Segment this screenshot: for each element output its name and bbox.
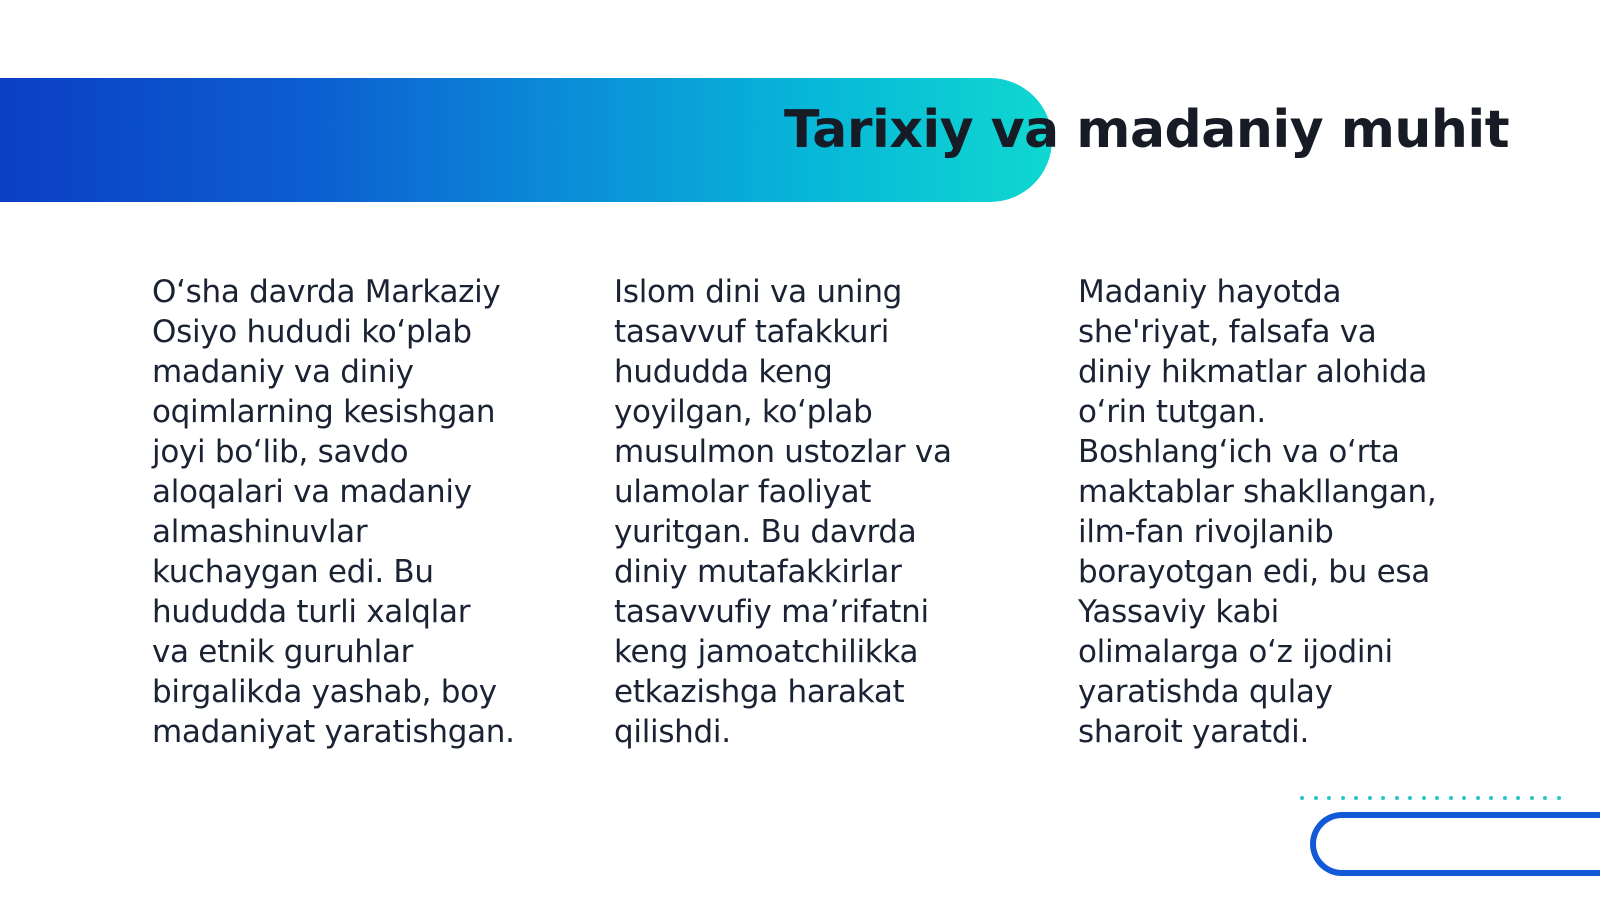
decorative-dot (1435, 796, 1439, 800)
text-line: qilishdi. (614, 714, 731, 750)
decorative-dot (1422, 796, 1426, 800)
decorative-dot (1314, 796, 1318, 800)
text-line: yuritgan. Bu davrda (614, 514, 917, 550)
text-line: kuchaygan edi. Bu (152, 554, 434, 590)
text-line: ilm-fan rivojlanib (1078, 514, 1334, 550)
text-line: sharoit yaratdi. (1078, 714, 1310, 750)
decorative-dot (1462, 796, 1466, 800)
text-line: joyi bo‘lib, savdo (152, 434, 409, 470)
decorative-dot (1543, 796, 1547, 800)
text-line: Boshlang‘ich va o‘rta (1078, 434, 1400, 470)
text-line: madaniy va diniy (152, 354, 414, 390)
text-line: Osiyo hududi ko‘plab (152, 314, 472, 350)
text-line: ulamolar faoliyat (614, 474, 872, 510)
text-line: hududda turli xalqlar (152, 594, 471, 630)
text-line: madaniyat yaratishgan. (152, 714, 515, 750)
decorative-pill-outline (1310, 812, 1600, 876)
text-line: musulmon ustozlar va (614, 434, 952, 470)
text-line: olimalarga o‘z ijodini (1078, 634, 1393, 670)
decorative-dot (1530, 796, 1534, 800)
text-line: almashinuvlar (152, 514, 368, 550)
decorative-dot (1354, 796, 1358, 800)
decorative-dot (1395, 796, 1399, 800)
text-line: Madaniy hayotda (1078, 274, 1342, 310)
decorative-dot (1503, 796, 1507, 800)
text-line: Yassaviy kabi (1078, 594, 1279, 630)
text-line: o‘rin tutgan. (1078, 394, 1266, 430)
decorative-dot (1489, 796, 1493, 800)
decorative-dot (1341, 796, 1345, 800)
decorative-dot (1408, 796, 1412, 800)
text-column-3 (1078, 272, 1436, 752)
text-line: Islom dini va uning (614, 274, 903, 310)
text-line: oqimlarning kesishgan (152, 394, 496, 430)
decorative-dot (1368, 796, 1372, 800)
text-line: etkazishga harakat (614, 674, 905, 710)
text-line: maktablar shakllangan, (1078, 474, 1437, 510)
text-line: va etnik guruhlar (152, 634, 414, 670)
decorative-dot (1381, 796, 1385, 800)
text-line: keng jamoatchilikka (614, 634, 919, 670)
text-line: yaratishda qulay (1078, 674, 1333, 710)
text-line: O‘sha davrda Markaziy (152, 274, 501, 310)
decorative-dot (1476, 796, 1480, 800)
text-column-2 (614, 272, 952, 752)
text-line: tasavvufiy ma’rifatni (614, 594, 929, 630)
text-line: birgalikda yashab, boy (152, 674, 497, 710)
text-line: yoyilgan, ko‘plab (614, 394, 873, 430)
slide-title: Tarixiy va madaniy muhit (784, 100, 1510, 160)
decorative-dot (1327, 796, 1331, 800)
decorative-dot (1300, 796, 1304, 800)
decorative-dot (1516, 796, 1520, 800)
text-line: tasavvuf tafakkuri (614, 314, 890, 350)
text-line: diniy mutafakkirlar (614, 554, 902, 590)
text-line: hududda keng (614, 354, 833, 390)
text-line: aloqalari va madaniy (152, 474, 472, 510)
text-line: she'riyat, falsafa va (1078, 314, 1377, 350)
decorative-dot (1557, 796, 1561, 800)
text-column-1 (152, 272, 515, 752)
text-line: borayotgan edi, bu esa (1078, 554, 1430, 590)
decorative-dot (1449, 796, 1453, 800)
decorative-dot-row (1300, 796, 1570, 800)
text-line: diniy hikmatlar alohida (1078, 354, 1428, 390)
